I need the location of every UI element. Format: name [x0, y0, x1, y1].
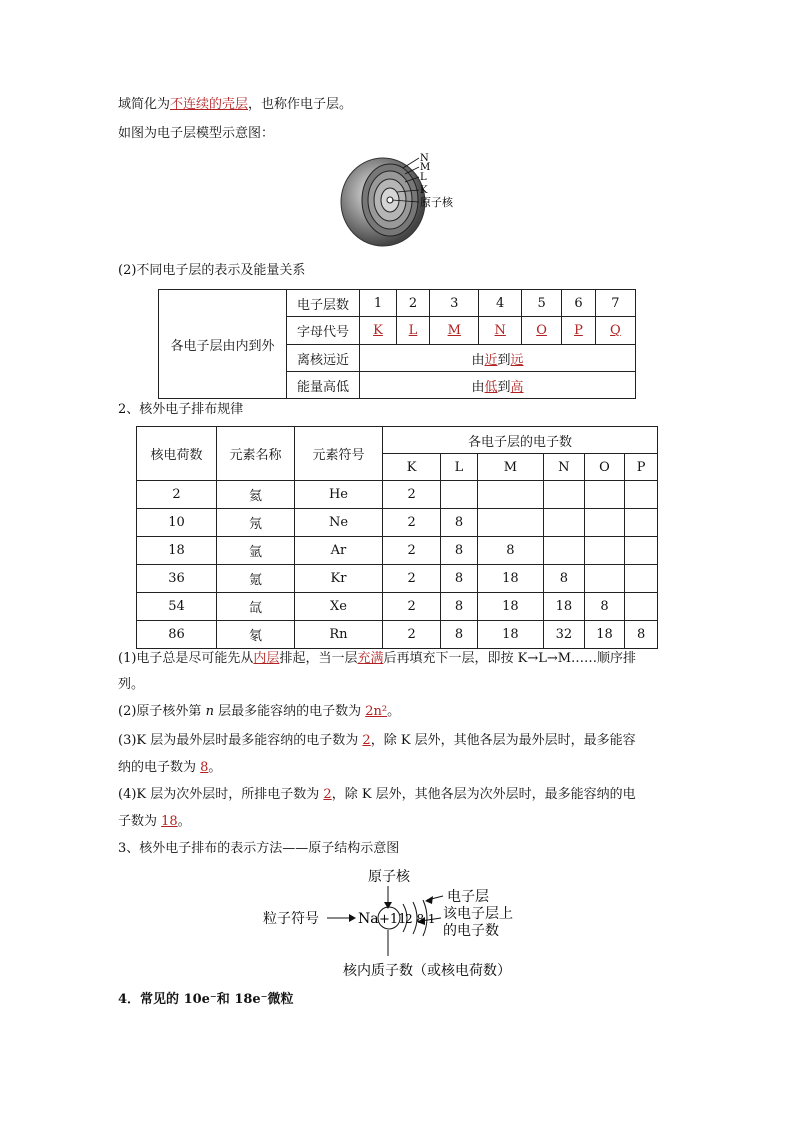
table-cell: 8 [441, 537, 478, 565]
table-cell: 氖 [217, 509, 295, 537]
table-row [137, 537, 658, 565]
table-cell: 18 [584, 621, 625, 649]
table-cell: 2 [382, 621, 440, 649]
rule-2: (2)原子核外第 n 层最多能容纳的电子数为 2n²。 [118, 704, 401, 719]
rule-4-cont: 子数为 18。 [118, 814, 191, 829]
layer-cell: 5 [521, 290, 561, 317]
label-l: L [420, 172, 427, 183]
table-cell: 86 [137, 621, 217, 649]
table-cell: Kr [295, 565, 383, 593]
electron-configuration-table [136, 426, 658, 649]
table-cell [625, 593, 658, 621]
label-m: M [420, 162, 431, 173]
layer-cell: 4 [479, 290, 522, 317]
element-symbol: Na [358, 911, 379, 927]
label-k: K [420, 185, 428, 196]
table-cell: Ar [295, 537, 383, 565]
layer-number-label: 电子层数 [287, 290, 360, 317]
table-cell [584, 537, 625, 565]
table-cell: 18 [137, 537, 217, 565]
label-n: N [420, 153, 429, 164]
table-cell: 8 [584, 593, 625, 621]
energy-label: 能量高低 [287, 372, 360, 399]
shell-energy-table [158, 289, 636, 399]
layer-cell: 7 [595, 290, 635, 317]
table-cell: 8 [441, 509, 478, 537]
shell-electrons-label-2: 的电子数 [443, 923, 499, 939]
intro-line-2: 如图为电子层模型示意图： [118, 126, 275, 141]
distance-label: 离核远近 [287, 345, 360, 372]
table-cell [544, 537, 585, 565]
table-cell: 氩 [217, 537, 295, 565]
table-cell: 18 [544, 593, 585, 621]
table-cell: 氦 [217, 481, 295, 509]
table-cell: 2 [382, 509, 440, 537]
table-row [137, 509, 658, 537]
table-cell: He [295, 481, 383, 509]
table-cell: 8 [441, 621, 478, 649]
label-nucleus: 原子核 [420, 196, 453, 209]
table-cell: 32 [544, 621, 585, 649]
table-cell: Ne [295, 509, 383, 537]
rule-3-cont: 纳的电子数为 8。 [118, 760, 222, 775]
table-cell: 氡 [217, 621, 295, 649]
section-4-title: 4．常见的 10e⁻和 18e⁻微粒 [118, 992, 294, 1007]
shell-header: L [441, 454, 478, 481]
table-cell [477, 509, 543, 537]
letter-cell: K [373, 323, 383, 338]
intro-line-1: 域简化为不连续的壳层，也称作电子层。 [118, 97, 353, 112]
table-cell [477, 481, 543, 509]
layer-cell: 2 [396, 290, 429, 317]
table-cell [625, 537, 658, 565]
section-2-title: (2)不同电子层的表示及能量关系 [118, 263, 306, 278]
section-rule-title: 2、核外电子排布规律 [118, 402, 244, 417]
header-element-symbol: 元素符号 [295, 427, 383, 481]
layer-cell: 3 [430, 290, 479, 317]
table-cell: Xe [295, 593, 383, 621]
header-nuclear-charge: 核电荷数 [137, 427, 217, 481]
shell-header: N [544, 454, 585, 481]
letter-cell: Q [610, 323, 621, 338]
letter-cell: N [494, 323, 506, 338]
letter-code-label: 字母代号 [287, 317, 360, 345]
table-cell: 2 [382, 481, 440, 509]
table-cell: 18 [477, 621, 543, 649]
rule-4: (4)K 层为次外层时，所排电子数为 2，除 K 层外，其他各层为次外层时，最多能容纳的电 [118, 787, 636, 802]
shell-label: 电子层 [447, 889, 489, 905]
symbol-label: 粒子符号 [263, 911, 319, 927]
table-row [137, 621, 658, 649]
distance-value: 由近到远 [360, 345, 636, 372]
table-cell [544, 481, 585, 509]
shell-header: M [477, 454, 543, 481]
layer-cell: 1 [360, 290, 397, 317]
letter-cell: P [574, 323, 583, 338]
shell-electrons-label-1: 该电子层上 [443, 906, 513, 922]
shell-header: K [382, 454, 440, 481]
proton-label: 核内质子数（或核电荷数） [343, 963, 511, 979]
table-cell: 8 [477, 537, 543, 565]
table-cell: 2 [382, 565, 440, 593]
table-row [137, 481, 658, 509]
table-cell [584, 481, 625, 509]
table-cell: 54 [137, 593, 217, 621]
table-cell: 2 [137, 481, 217, 509]
table-cell [584, 565, 625, 593]
table-cell [625, 565, 658, 593]
table-cell: 氙 [217, 593, 295, 621]
table-cell: 8 [544, 565, 585, 593]
header-element-name: 元素名称 [217, 427, 295, 481]
letter-cell: M [447, 323, 461, 338]
layer-cell: 6 [562, 290, 596, 317]
energy-value: 由低到高 [360, 372, 636, 399]
table-cell: 18 [477, 565, 543, 593]
table-row [137, 593, 658, 621]
table-cell: 2 [382, 537, 440, 565]
rule-1-cont: 列。 [118, 677, 145, 692]
rule-3: (3)K 层为最外层时最多能容纳的电子数为 2，除 K 层外，其他各层为最外层时，最多能容 [118, 733, 636, 748]
table-cell: 36 [137, 565, 217, 593]
atom-structure-diagram [255, 862, 545, 982]
letter-cell: L [408, 323, 418, 338]
row-header: 各电子层由内到外 [159, 290, 287, 399]
shell-header: P [625, 454, 658, 481]
letter-cell: O [536, 323, 547, 338]
table-row [137, 565, 658, 593]
table-cell [441, 481, 478, 509]
table-cell: Rn [295, 621, 383, 649]
table-cell: 8 [625, 621, 658, 649]
table-cell: 10 [137, 509, 217, 537]
rule-1: (1)电子总是尽可能先从内层排起，当一层充满后再填充下一层，即按 K→L→M……顺序排 [118, 651, 637, 666]
table-cell [584, 509, 625, 537]
nuclear-charge: +11 [379, 912, 407, 927]
section-3-title: 3、核外电子排布的表示方法——原子结构示意图 [118, 841, 400, 856]
table-cell [625, 509, 658, 537]
shell-header: O [584, 454, 625, 481]
table-cell [544, 509, 585, 537]
table-cell: 18 [477, 593, 543, 621]
electron-shell-figure [335, 150, 475, 250]
table-cell: 2 [382, 593, 440, 621]
nucleus-label: 原子核 [368, 869, 410, 885]
electron-counts: 2 8 1 [405, 912, 436, 926]
table-cell [625, 481, 658, 509]
table-cell: 8 [441, 593, 478, 621]
table-cell: 氪 [217, 565, 295, 593]
highlight-discrete-shell: 不连续的壳层 [170, 97, 249, 112]
header-shell-electrons: 各电子层的电子数 [382, 427, 657, 454]
table-cell: 8 [441, 565, 478, 593]
